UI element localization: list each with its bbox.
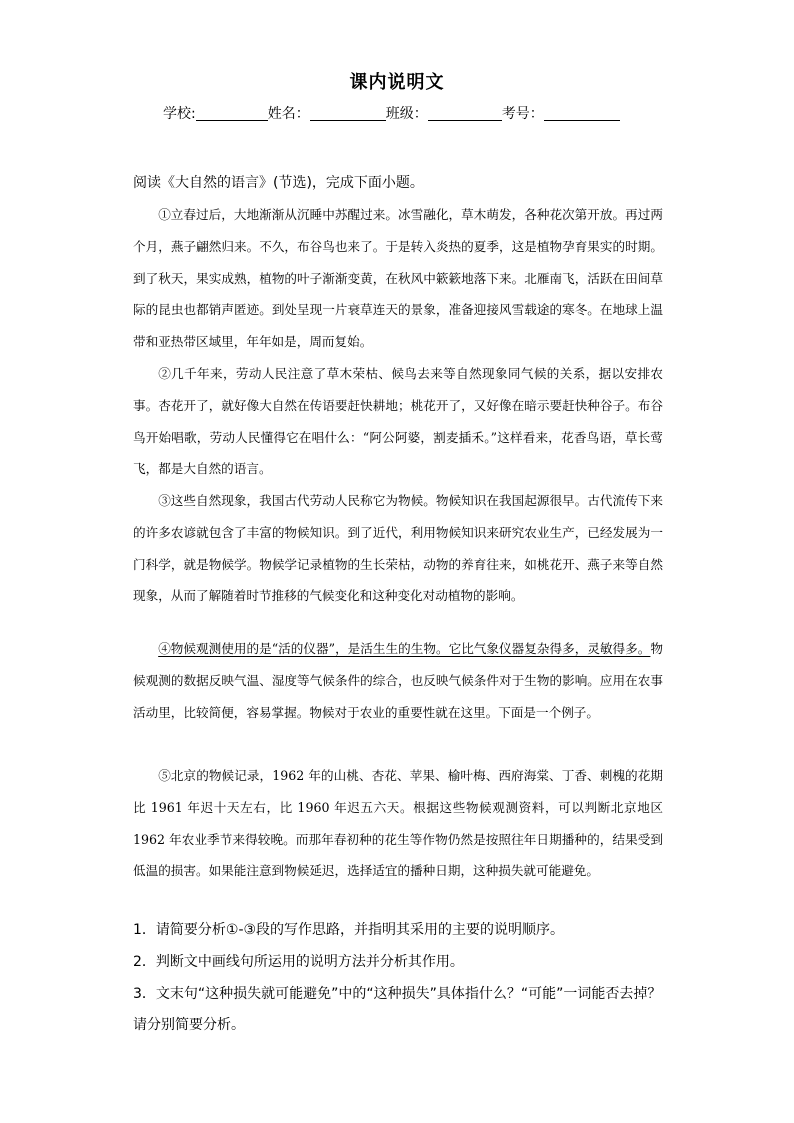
paragraph-1: ①立春过后，大地渐渐从沉睡中苏醒过来。冰雪融化，草木萌发，各种花次第开放。再过两个月，燕子翩然归来。不久，布谷鸟也来了。于是转入炎热的夏季，这是植物孕育果实的时期。到了秋天，果实成熟，植物的叶子渐渐变黄，在秋风中簌簌地落下来。北雁南飞，活跃在田间草际的昆虫也都销声匿迹。到处呈现一片衰草连天的景象，准备迎接风雪载途的寒冬。在地球上温带和亚热带区域里，年年如是，周而复始。 [133,207,663,350]
class-blank [428,106,502,121]
underlined-sentence: ④物候观测使用的是“活的仪器”，是活生生的生物。它比气象仪器复杂得多，灵敏得多。 [158,641,651,656]
page-title: 课内说明文 [349,72,445,93]
reading-instruction: 阅读《大自然的语言》(节选)，完成下面小题。 [133,175,424,191]
question-1: 1．请简要分析①-③段的写作思路，并指明其采用的主要的说明顺序。 [133,922,565,938]
name-blank [310,106,386,121]
question-2: 2．判断文中画线句所运用的说明方法并分析其作用。 [133,954,464,970]
exam-no-label: 考号： [501,106,544,122]
paragraph-3 [133,485,663,612]
paragraph-3-text: ③这些自然现象，我国古代劳动人民称它为物候。物候知识在我国起源很早。古代流传下来的许多农谚就包含了丰富的物候知识。到了近代，利用物候知识来研究农业生产，已经发展为一门科学，就是物候学。物候学记录植物的生长荣枯，动物的养育往来，如桃花开、燕子来等自然现象，从而了解随着时节推移的气候变化和这种变化对动植物的影响。 [133,493,663,604]
school-label: 学校: [163,106,196,122]
student-info-line [163,103,620,123]
paragraph-4 [133,633,663,728]
name-label: 姓名： [267,106,310,122]
school-blank [196,106,268,121]
class-label: 班级： [385,106,428,122]
exam-no-blank [544,106,620,121]
paragraph-2: ②几千年来，劳动人民注意了草木荣枯、候鸟去来等自然现象同气候的关系，据以安排农事。杏花开了，就好像大自然在传语要赶快耕地；桃花开了，又好像在暗示要赶快种谷子。布谷鸟开始唱歌，劳动人民懂得它在唱什么：“阿公阿婆，割麦插禾。”这样看来，花香鸟语，草长莺飞，都是大自然的语言。 [133,366,663,477]
paragraph-4-text: 物候观测的数据反映气温、湿度等气候条件的综合，也反映气候条件对于生物的影响。应用在农事活动里，比较简便，容易掌握。物候对于农业的重要性就在这里。下面是一个例子。 [133,641,663,720]
question-3: 3．文末句“这种损失就可能避免”中的“这种损失”具体指什么？“可能”一词能否去掉？请分别简要分析。 [133,986,662,1033]
paragraph-5: ⑤北京的物候记录，1962 年的山桃、杏花、苹果、榆叶梅、西府海棠、丁香、刺槐的花期比 1961 年迟十天左右，比 1960 年迟五六天。根据这些物候观测资料，可以判断北京地区 1962 年农业季节来得较晚。而那年春初种的花生等作物仍然是按照往年日期播种的，结果受到低温的损害。如果能注意到物候延迟，选择适宜的播种日期，这种损失就可能避免。 [133,768,663,879]
